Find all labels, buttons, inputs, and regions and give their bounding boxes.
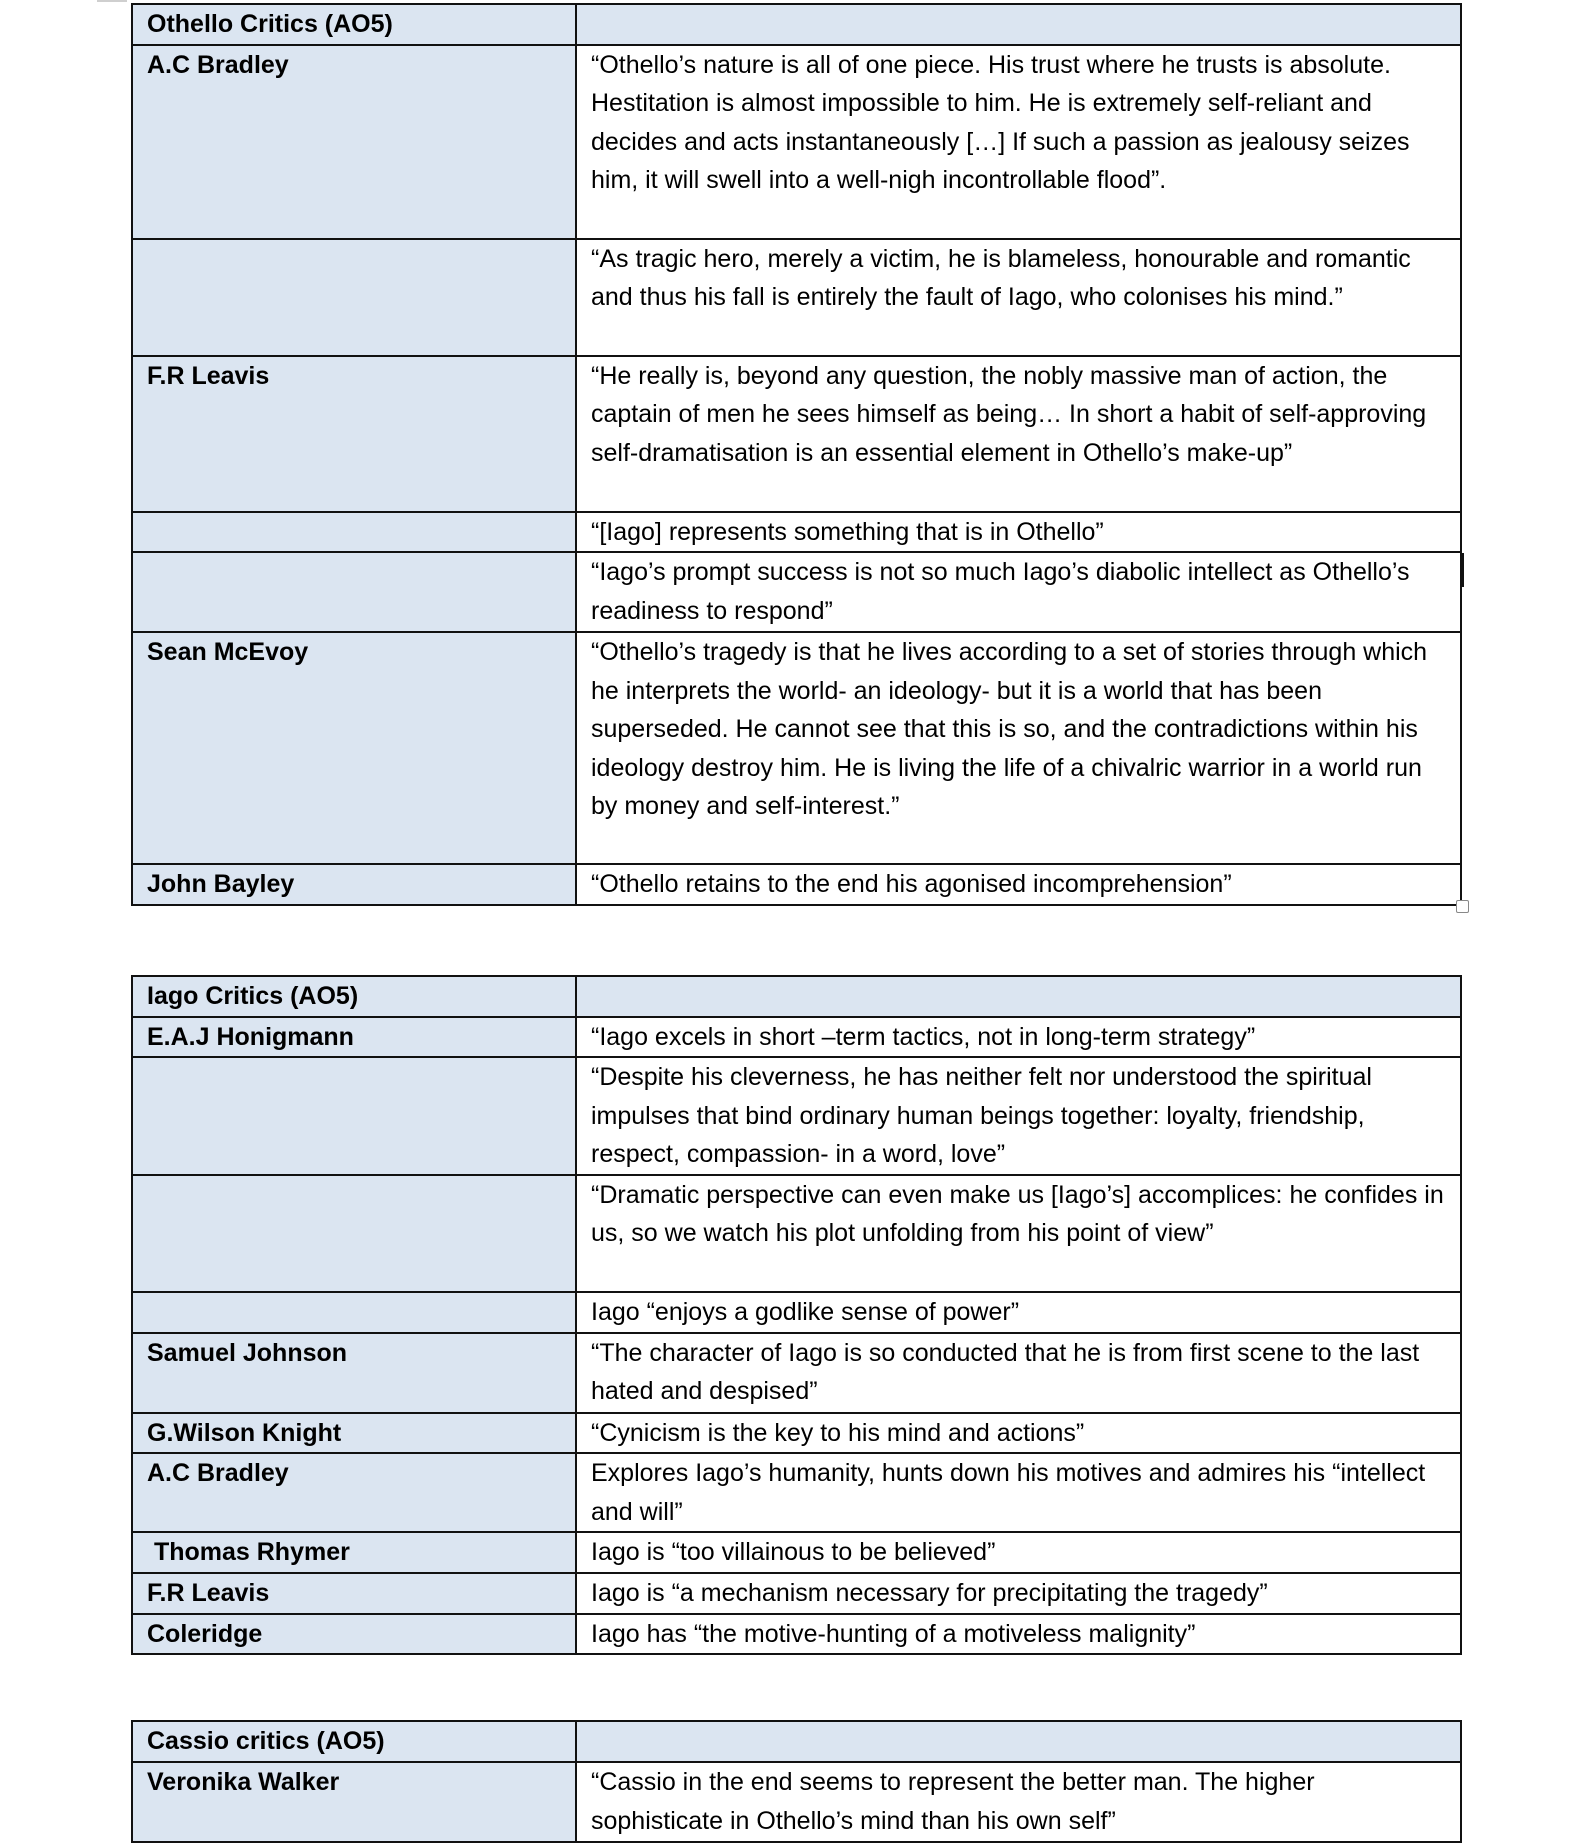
critic-name[interactable]: Sean McEvoy	[132, 632, 576, 864]
critic-quote[interactable]	[576, 45, 1461, 239]
critic-quote[interactable]: Iago “enjoys a godlike sense of power”	[576, 1292, 1461, 1333]
table-row	[132, 1453, 1461, 1532]
table-resize-handle[interactable]	[1456, 900, 1469, 913]
critic-quote[interactable]: “Iago excels in short –term tactics, not in long-term strategy”	[576, 1017, 1461, 1058]
table-title[interactable]: Othello Critics (AO5)	[132, 4, 576, 45]
critic-name[interactable]: A.C Bradley	[132, 45, 576, 239]
table-title[interactable]: Cassio critics (AO5)	[132, 1721, 576, 1762]
header-empty-cell[interactable]	[576, 976, 1461, 1017]
critic-name-text: F.R Leavis	[147, 361, 270, 390]
critic-name[interactable]	[132, 239, 576, 356]
critic-quote[interactable]: “The character of Iago is so conducted that he is from first scene to the last hated and despised”	[576, 1333, 1461, 1413]
header-empty-cell[interactable]	[576, 1721, 1461, 1762]
critic-quote[interactable]: “Cassio in the end seems to represent the better man. The higher sophisticate in Othello’s mind than his own self”	[576, 1762, 1461, 1842]
critic-name[interactable]	[132, 1175, 576, 1292]
critic-name[interactable]: John Bayley	[132, 864, 576, 905]
table-row	[132, 1175, 1461, 1292]
table-row	[132, 1057, 1461, 1175]
critic-name[interactable]: Coleridge	[132, 1614, 576, 1655]
table-row	[132, 1333, 1461, 1413]
table-header-row	[132, 976, 1461, 1017]
critic-name[interactable]: Veronika Walker	[132, 1762, 576, 1842]
table-row	[132, 552, 1461, 632]
table-row	[132, 864, 1461, 905]
table-row	[132, 1532, 1461, 1573]
critic-quote[interactable]: “Othello’s tragedy is that he lives according to a set of stories through which he interprets the world- an ideology- but it is a world that has been superseded. He cannot see that this is so, and the contradictions within his ideology destroy him. He is living the life of a chivalric warrior in a world run by money and self-interest.”	[576, 632, 1461, 864]
critic-quote[interactable]: Iago has “the motive-hunting of a motiveless malignity”	[576, 1614, 1461, 1655]
critic-name[interactable]	[132, 512, 576, 553]
critic-quote[interactable]: Iago is “a mechanism necessary for precipitating the tragedy”	[576, 1573, 1461, 1614]
critic-name[interactable]: Samuel Johnson	[132, 1333, 576, 1413]
table-row	[132, 1017, 1461, 1058]
critic-name[interactable]	[132, 356, 576, 512]
text-cursor	[1462, 553, 1464, 587]
critic-quote[interactable]: “As tragic hero, merely a victim, he is blameless, honourable and romantic and thus his fall is entirely the fault of Iago, who colonises his mind.”	[576, 239, 1461, 356]
critic-quote[interactable]: “Despite his cleverness, he has neither felt nor understood the spiritual impulses that bind ordinary human beings together: loyalty, friendship, respect, compassion- in a word, love”	[576, 1057, 1461, 1175]
critic-name[interactable]	[132, 552, 576, 632]
table-row	[132, 632, 1461, 864]
critic-name[interactable]: G.Wilson Knight	[132, 1413, 576, 1454]
critic-quote[interactable]: “Dramatic perspective can even make us [Iago’s] accomplices: he confides in us, so we watch his plot unfolding from his point of view”	[576, 1175, 1461, 1292]
table-row	[132, 1762, 1461, 1842]
othello-critics-table	[131, 3, 1462, 906]
critic-quote[interactable]: Iago is “too villainous to be believed”	[576, 1532, 1461, 1573]
critic-quote[interactable]: “He really is, beyond any question, the nobly massive man of action, the captain of men he sees himself as being… In short a habit of self-approving self-dramatisation is an essential element in Othello’s make-up”	[576, 356, 1461, 512]
ruler-mark	[97, 0, 127, 2]
table-row	[132, 1413, 1461, 1454]
table-row	[132, 1292, 1461, 1333]
table-row	[132, 45, 1461, 239]
critic-name[interactable]	[132, 1292, 576, 1333]
table-row	[132, 356, 1461, 512]
header-empty-cell[interactable]	[576, 4, 1461, 45]
critic-quote[interactable]: Explores Iago’s humanity, hunts down his motives and admires his “intellect and will”	[576, 1453, 1461, 1532]
cassio-critics-table	[131, 1720, 1462, 1843]
table-header-row	[132, 4, 1461, 45]
table-header-row	[132, 1721, 1461, 1762]
table-title[interactable]: Iago Critics (AO5)	[132, 976, 576, 1017]
quote-text: “Othello’s nature is all of one piece. His trust where he trusts is absolute. Hestitation is almost impossible to him. He is extremely self-reliant and decides and acts instantaneously […] If such a passion as jealousy seizes him, it will swell into a well-nigh incontrollable flood”.	[591, 50, 1410, 194]
critic-name[interactable]	[132, 1057, 576, 1175]
critic-quote[interactable]: “Cynicism is the key to his mind and actions”	[576, 1413, 1461, 1454]
critic-name[interactable]: A.C Bradley	[132, 1453, 576, 1532]
critic-quote[interactable]: “Othello retains to the end his agonised incomprehension”	[576, 864, 1461, 905]
critic-name[interactable]: E.A.J Honigmann	[132, 1017, 576, 1058]
critic-name[interactable]: F.R Leavis	[132, 1573, 576, 1614]
critic-quote[interactable]: “Iago’s prompt success is not so much Iago’s diabolic intellect as Othello’s readiness to respond”	[576, 552, 1461, 632]
table-row	[132, 1614, 1461, 1655]
critic-name[interactable]: Thomas Rhymer	[132, 1532, 576, 1573]
table-row	[132, 239, 1461, 356]
table-row	[132, 1573, 1461, 1614]
critic-quote[interactable]: “[Iago] represents something that is in Othello”	[576, 512, 1461, 553]
iago-critics-table	[131, 975, 1462, 1655]
table-row	[132, 512, 1461, 553]
